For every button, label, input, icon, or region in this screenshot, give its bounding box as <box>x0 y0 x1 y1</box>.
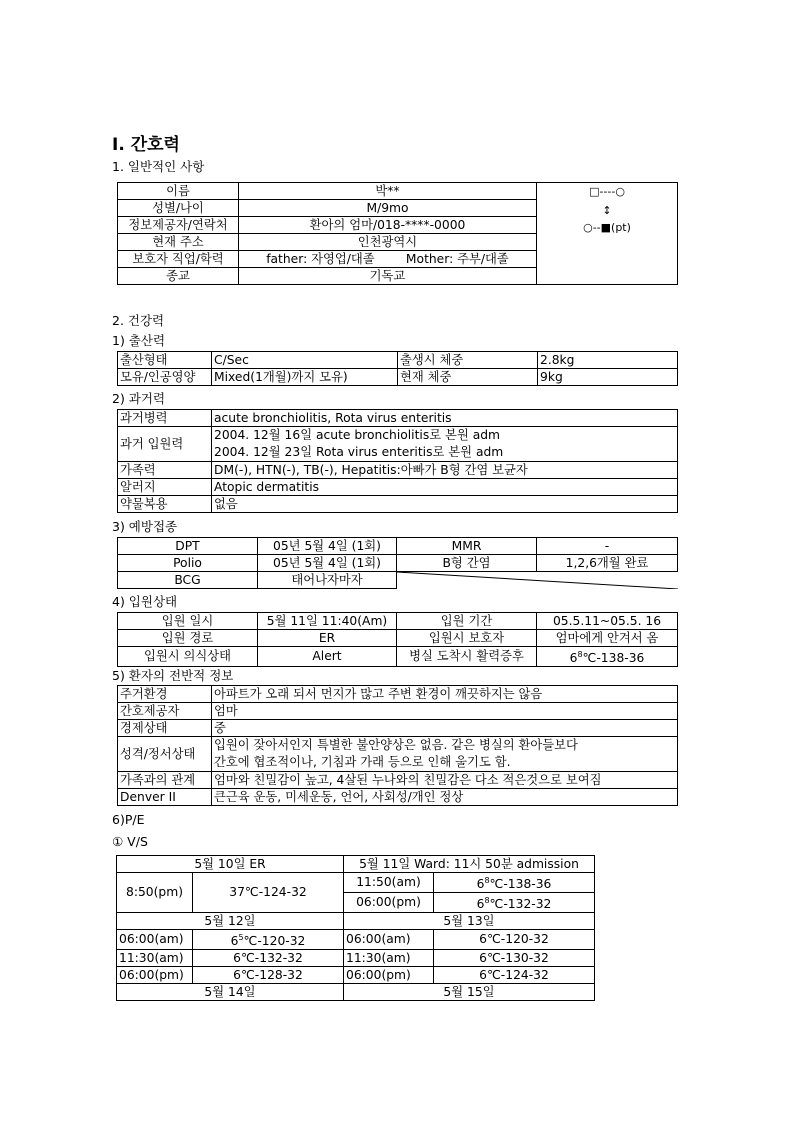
personality-line-1: 입원이 잦아서인지 특별한 불안양상은 없음. 같은 병실의 환아들보다 <box>214 738 578 752</box>
label-polio: Polio <box>118 555 258 572</box>
value-family-relation: 엄마와 친밀감이 높고, 4살된 누나와의 친밀감은 다소 적은것으로 보여짐 <box>212 772 678 789</box>
section-health: 2. 건강력 <box>112 313 165 328</box>
vs-ward-time: 11:50(am) <box>344 873 434 893</box>
label-current-weight: 현재 체중 <box>398 369 538 386</box>
section-vs: ① V/S <box>112 834 148 849</box>
vs-decimal: 8 <box>577 650 583 659</box>
past-admission-2: 2004. 12월 23일 Rota virus enteritis로 본원 adm <box>214 445 504 459</box>
vs-ward-header: 5월 11일 Ward: 11시 50분 admission <box>344 856 595 873</box>
vs-day13-time: 11:30(am) <box>344 950 434 967</box>
label-adm-guardian: 입원시 보호자 <box>397 630 537 647</box>
value-religion: 기독교 <box>239 268 537 285</box>
section-vaccine: 3) 예방접종 <box>112 519 178 534</box>
vs-day12-value <box>193 967 344 984</box>
value-medication: 없음 <box>212 496 678 513</box>
value-housing: 아파트가 오래 되서 먼지가 많고 주변 환경이 깨끗하지는 않음 <box>212 686 678 703</box>
vs-day15-header: 5월 15일 <box>344 984 595 1001</box>
vs-ward-time: 06:00(pm) <box>344 893 434 913</box>
vs-decimal: 5 <box>238 933 244 943</box>
label-past-admission: 과거 입원력 <box>118 427 212 462</box>
admission-table <box>117 612 678 667</box>
genogram-patient: ○--■(pt) <box>583 221 631 234</box>
label-adm-date: 입원 일시 <box>118 613 258 630</box>
label-adm-route: 입원 경로 <box>118 630 258 647</box>
vs-day12-value <box>193 950 344 967</box>
value-mmr: - <box>537 538 678 555</box>
page-title: I. 간호력 <box>112 135 180 155</box>
label-family-history: 가족력 <box>118 462 212 479</box>
value-name: 박** <box>239 183 537 200</box>
vs-base: 6 <box>230 934 239 949</box>
label-feeding: 모유/인공영양 <box>118 369 212 386</box>
label-caregiver: 간호제공자 <box>118 703 212 720</box>
vs-rest: ℃-132-32 <box>489 897 552 912</box>
value-dpt: 05년 5월 4일 (1회) <box>258 538 397 555</box>
value-denver: 큰근육 운동, 미세운동, 언어, 사회성/개인 정상 <box>212 789 678 806</box>
section-pe: 6)P/E <box>112 812 145 827</box>
empty-diagonal-cell <box>397 572 678 589</box>
value-bcg: 태어나자마자 <box>258 572 397 589</box>
vs-day13-value: 6℃-124-32 <box>434 967 595 984</box>
vs-base: 6 <box>476 877 485 892</box>
value-polio: 05년 5월 4일 (1회) <box>258 555 397 572</box>
value-hepb: 1,2,6개월 완료 <box>537 555 678 572</box>
label-adm-period: 입원 기간 <box>397 613 537 630</box>
value-guardian-job: father: 자영업/대졸 Mother: 주부/대졸 <box>239 251 537 268</box>
vs-ward-value <box>434 873 595 893</box>
vs-day14-header: 5월 14일 <box>117 984 344 1001</box>
value-sex-age: M/9mo <box>239 200 537 217</box>
vs-decimal: 8 <box>484 876 490 885</box>
vs-base: 6 <box>233 950 241 965</box>
label-bcg: BCG <box>118 572 258 589</box>
vs-day12-header: 5월 12일 <box>117 913 344 930</box>
value-birth-weight: 2.8kg <box>538 352 678 369</box>
label-denver: Denver II <box>118 789 212 806</box>
section-birth: 1) 출산력 <box>112 333 166 348</box>
label-personality: 성격/정서상태 <box>118 737 212 772</box>
value-current-weight: 9kg <box>538 369 678 386</box>
vs-day13-value: 6℃-130-32 <box>434 950 595 967</box>
label-address: 현재 주소 <box>118 234 239 251</box>
genogram-parents: □----○ <box>589 185 625 198</box>
vs-er-header: 5월 10일 ER <box>117 856 344 873</box>
value-arrival-vs <box>537 647 678 667</box>
value-consciousness: Alert <box>258 647 397 667</box>
label-informant: 정보제공자/연락처 <box>118 217 239 234</box>
label-economy: 경제상태 <box>118 720 212 737</box>
value-address: 인천광역시 <box>239 234 537 251</box>
value-economy: 중 <box>212 720 678 737</box>
value-delivery: C/Sec <box>212 352 398 369</box>
section-overall: 5) 환자의 전반적 정보 <box>112 668 234 683</box>
vs-ward-value <box>434 893 595 913</box>
birth-table <box>117 351 678 386</box>
value-family-history: DM(-), HTN(-), TB(-), Hepatitis:아빠가 B형 간염 보균자 <box>212 462 678 479</box>
vs-day12-value <box>193 930 344 950</box>
vs-day12-time: 06:00(am) <box>117 930 193 950</box>
vs-base: 6 <box>233 967 241 982</box>
label-delivery: 출산형태 <box>118 352 212 369</box>
vs-day12-time: 06:00(pm) <box>117 967 193 984</box>
vs-day13-value: 6℃-120-32 <box>434 930 595 950</box>
label-hepb: B형 간염 <box>397 555 537 572</box>
vs-rest: ℃-138-36 <box>582 651 645 666</box>
label-family-relation: 가족과의 관계 <box>118 772 212 789</box>
vs-day12-time: 11:30(am) <box>117 950 193 967</box>
value-caregiver: 엄마 <box>212 703 678 720</box>
label-housing: 주거환경 <box>118 686 212 703</box>
value-allergy: Atopic dermatitis <box>212 479 678 496</box>
vs-base: 6 <box>569 651 578 666</box>
vs-rest: ℃-132-32 <box>241 950 303 965</box>
general-table <box>117 182 678 285</box>
value-informant: 환아의 엄마/018-****-0000 <box>239 217 537 234</box>
genogram-arrow-icon: ↕ <box>602 204 612 217</box>
genogram <box>537 183 678 285</box>
vaccine-table <box>117 537 678 589</box>
vs-decimal: 8 <box>484 896 490 906</box>
diagonal-line <box>397 572 678 589</box>
label-allergy: 알러지 <box>118 479 212 496</box>
vs-er-time: 8:50(pm) <box>117 873 193 913</box>
past-admission-1: 2004. 12월 16일 acute bronchiolitis로 본원 adm <box>214 428 501 442</box>
vs-rest: ℃-138-36 <box>489 877 552 892</box>
vs-rest: ℃-128-32 <box>241 967 303 982</box>
section-general: 1. 일반적인 사항 <box>112 159 205 174</box>
label-arrival-vs: 병실 도착시 활력증후 <box>397 647 537 667</box>
vs-er-value: 37℃-124-32 <box>193 873 344 913</box>
value-adm-period: 05.5.11~05.5. 16 <box>537 613 678 630</box>
section-past: 2) 과거력 <box>112 391 166 406</box>
value-past-admission <box>212 427 678 462</box>
value-personality <box>212 737 678 772</box>
label-past-disease: 과거병력 <box>118 410 212 427</box>
label-dpt: DPT <box>118 538 258 555</box>
vs-base: 6 <box>476 897 485 912</box>
label-consciousness: 입원시 의식상태 <box>118 647 258 667</box>
vs-day13-time: 06:00(pm) <box>344 967 434 984</box>
value-adm-route: ER <box>258 630 397 647</box>
label-mmr: MMR <box>397 538 537 555</box>
value-feeding: Mixed(1개월)까지 모유) <box>212 369 398 386</box>
overall-table <box>117 685 678 806</box>
value-past-disease: acute bronchiolitis, Rota virus enteritis <box>212 410 678 427</box>
label-religion: 종교 <box>118 268 239 285</box>
value-adm-date: 5월 11일 11:40(Am) <box>258 613 397 630</box>
personality-line-2: 간호에 협조적이나, 기침과 가래 등으로 인해 울기도 함. <box>214 755 511 769</box>
vs-day13-time: 06:00(am) <box>344 930 434 950</box>
value-adm-guardian: 엄마에게 안겨서 옴 <box>537 630 678 647</box>
label-name: 이름 <box>118 183 239 200</box>
label-guardian-job: 보호자 직업/학력 <box>118 251 239 268</box>
past-table <box>117 409 678 513</box>
label-sex-age: 성별/나이 <box>118 200 239 217</box>
label-medication: 약물복용 <box>118 496 212 513</box>
vs-day13-header: 5월 13일 <box>344 913 595 930</box>
section-admission: 4) 입원상태 <box>112 594 178 609</box>
label-birth-weight: 출생시 체중 <box>398 352 538 369</box>
vs-rest: ℃-120-32 <box>243 934 306 949</box>
vs-table <box>116 855 595 1001</box>
